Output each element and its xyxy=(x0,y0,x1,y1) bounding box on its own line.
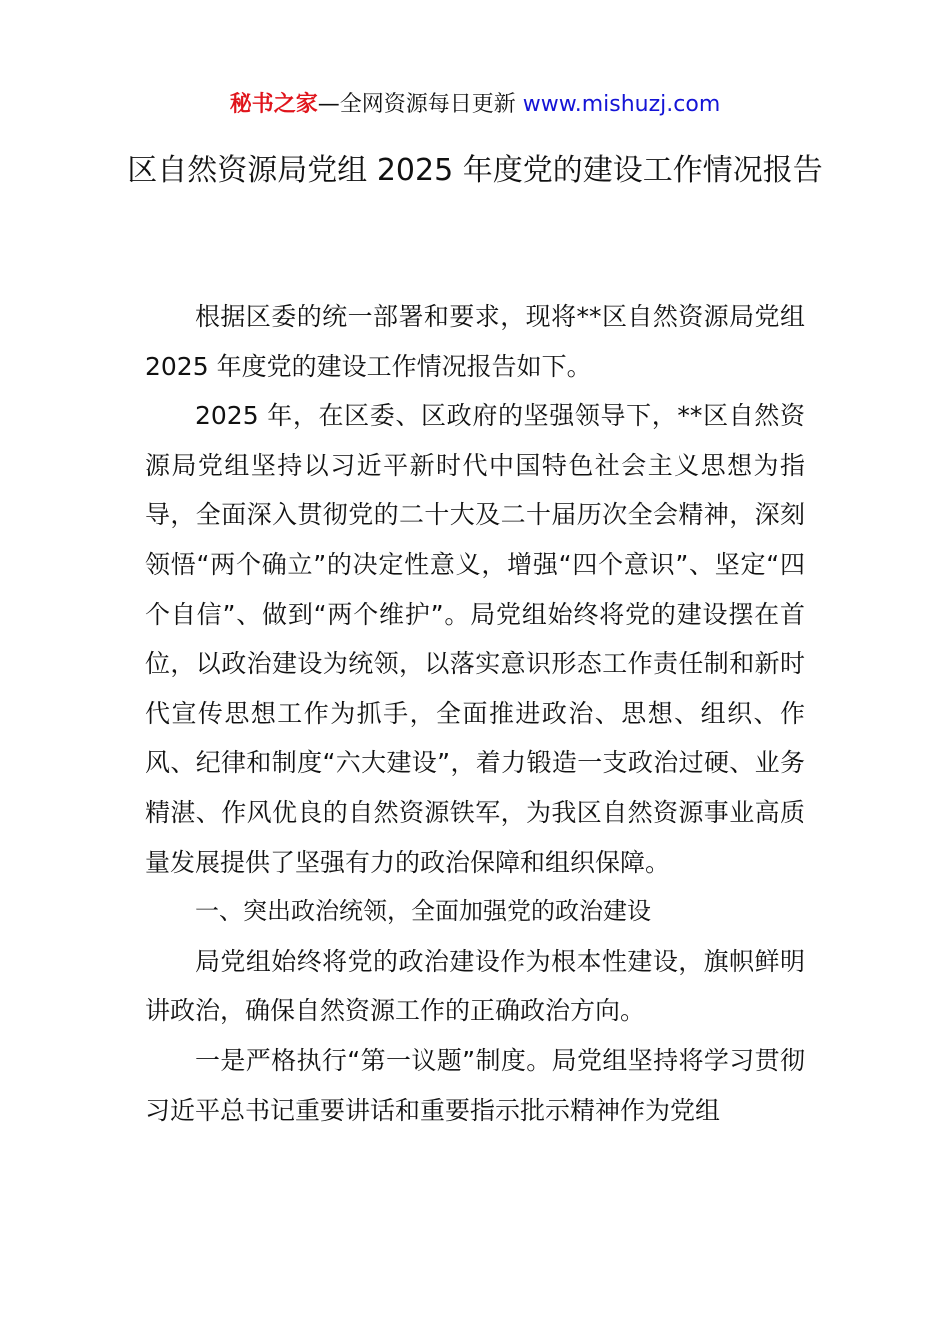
paragraph-overview: 2025 年，在区委、区政府的坚强领导下，**区自然资源局党组坚持以习近平新时代中国特色社会主义思想为指导，全面深入贯彻党的二十大及二十届历次全会精神，深刻领悟“两个确立”的决定性意义，增强“四个意识”、坚定“四个自信”、做到“两个维护”。局党组始终将党的建设摆在首位，以政治建设为统领，以落实意识形态工作责任制和新时代宣传思想工作为抓手，全面推进政治、思想、组织、作风、纪律和制度“六大建设”，着力锻造一支政治过硬、业务精湛、作风优良的自然资源铁军，为我区自然资源事业高质量发展提供了坚强有力的政治保障和组织保障。 xyxy=(145,401,805,877)
document-title: 区自然资源局党组 2025 年度党的建设工作情况报告 xyxy=(127,153,823,188)
site-brand: 秘书之家 xyxy=(229,92,318,117)
site-header xyxy=(0,88,950,122)
paragraph-intro: 根据区委的统一部署和要求，现将**区自然资源局党组 2025 年度党的建设工作情况报告如下。 xyxy=(145,302,805,381)
paragraph-section-intro: 局党组始终将党的政治建设作为根本性建设，旗帜鲜明讲政治，确保自然资源工作的正确政治方向。 xyxy=(145,946,805,1026)
site-tagline: —全网资源每日更新 xyxy=(317,92,516,117)
site-url-link[interactable]: www.mishuzj.com xyxy=(522,92,721,117)
document-body xyxy=(145,292,805,1135)
section-heading: 一、突出政治统领，全面加强党的政治建设 xyxy=(195,897,651,926)
paragraph-item-one: 一是严格执行“第一议题”制度。局党组坚持将学习贯彻习近平总书记重要讲话和重要指示批示精神作为党组 xyxy=(145,1045,805,1125)
